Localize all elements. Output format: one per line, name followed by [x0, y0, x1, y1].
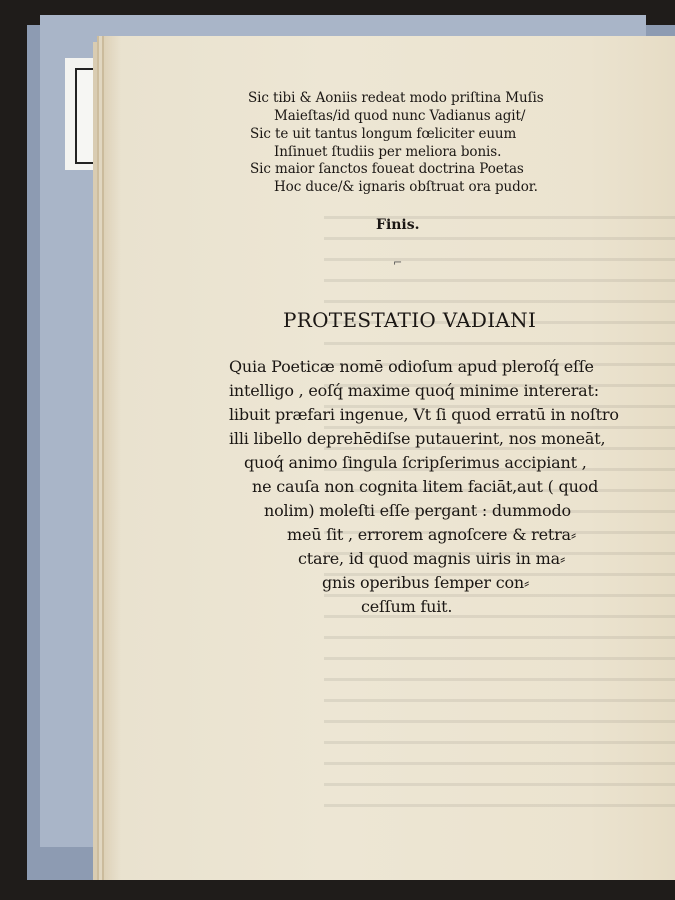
- prose-line: intelligo , eoſq́ maxime quoq́ minime intererat:: [229, 381, 599, 400]
- prose-line: ceſſum fuit.: [361, 597, 453, 616]
- prose-line: gnis operibus ſemper con⸗: [322, 573, 530, 592]
- prose-line: meū ſit , errorem agnoſcere & retra⸗: [287, 525, 576, 544]
- prose-line: libuit præfari ingenue, Vt ſi quod erratū in noſtro: [229, 405, 619, 424]
- poem-line: Sic tibi & Aoniis redeat modo priſtina Muſis: [248, 90, 544, 106]
- poem-line: Maieſtas/id quod nunc Vadianus agit/: [274, 108, 526, 124]
- poem-line: Sic maior ſanctos foueat doctrina Poetas: [250, 161, 524, 177]
- poem-line: Inſinuet ſtudiis per meliora bonis.: [274, 144, 502, 160]
- section-title: PROTESTATIO VADIANI: [283, 308, 537, 332]
- prose-line: nolim) moleſti eſſe pergant : dummodo: [264, 501, 571, 520]
- poem-line: Hoc duce/& ignaris obſtruat ora pudor.: [274, 179, 538, 195]
- prose-line: quoq́ animo ſingula ſcripſerimus accipiant ,: [244, 453, 587, 472]
- prose-line: ctare, id quod magnis uiris in ma⸗: [298, 549, 566, 568]
- ornament-mark: ⌐: [393, 256, 403, 269]
- poem-line: Sic te uit tantus longum fœliciter euum: [250, 126, 517, 142]
- prose-line: ne cauſa non cognita litem faciāt,aut ( quod: [252, 477, 599, 496]
- prose-line: illi libello deprehēdiſse putauerint, nos moneāt,: [229, 429, 606, 448]
- finis-label: Finis.: [376, 217, 420, 233]
- prose-line: Quia Poeticæ nomē odioſum apud pleroſq́ eſſe: [229, 357, 594, 376]
